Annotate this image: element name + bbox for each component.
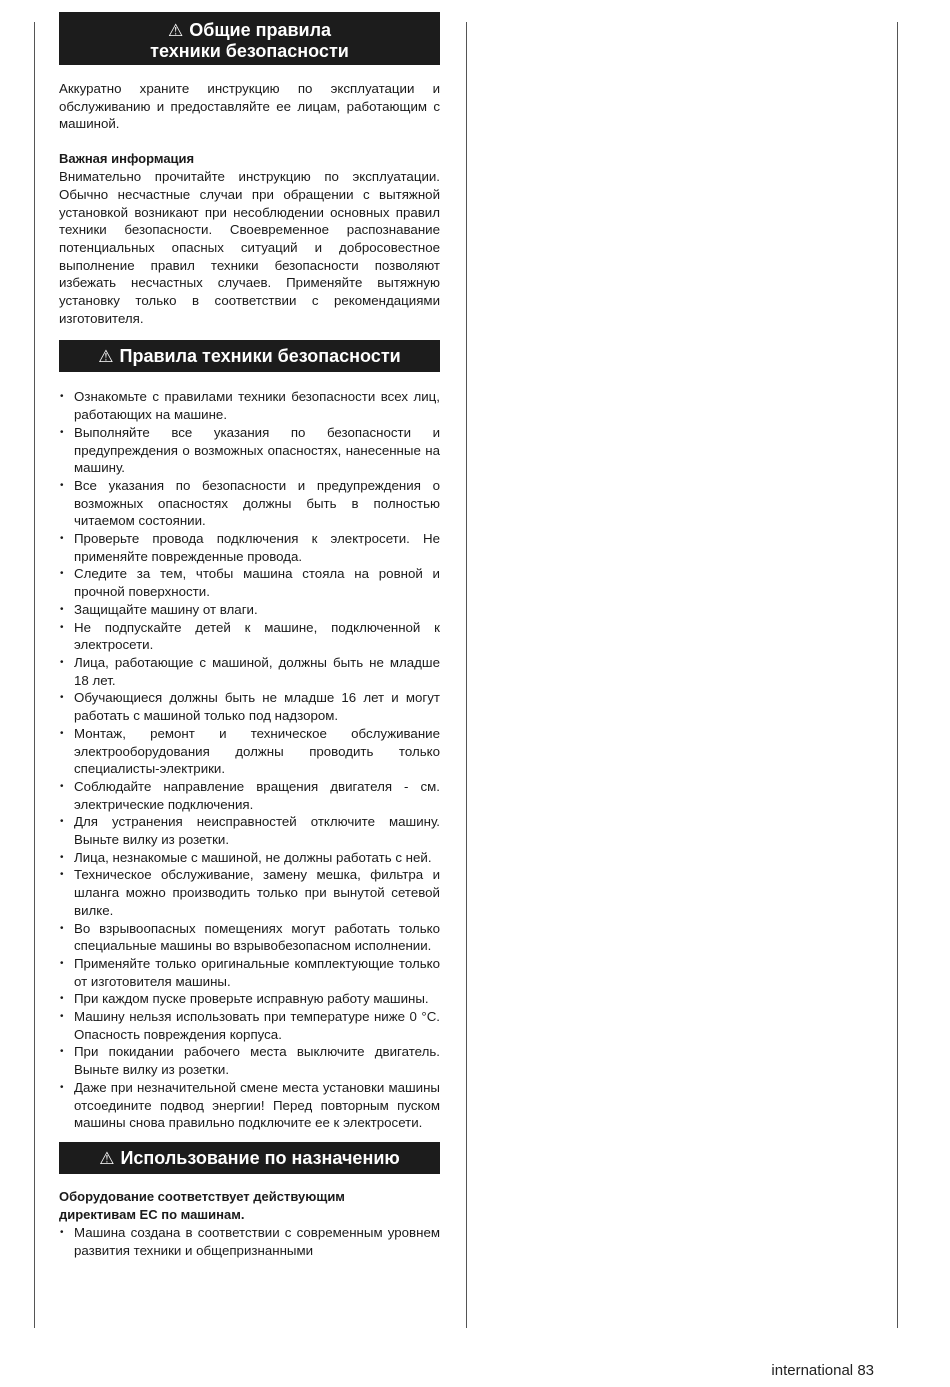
safety-rule-item: • Соблюдайте направление вращения двигателя - см. электрические подключения. <box>59 778 440 813</box>
safety-rule-item: • Ознакомьте с правилами техники безопасности всех лиц, работающих на машине. <box>59 388 440 423</box>
intended-use-item: • Машина создана в соответствии с современным уровнем развития техники и общепризнанными <box>59 1224 440 1259</box>
safety-rule-item: • Лица, работающие с машиной, должны быть не младше 18 лет. <box>59 654 440 689</box>
important-info-text: Внимательно прочитайте инструкцию по эксплуатации. Обычно несчастные случаи при обращении с вытяжной установкой возникают при несоблюдении основных правил техники безопасности. Своевременное распознавание потенциальных опасных ситуаций и добросовестное выполнение правил техники безопасности позволяют избежать несчастных случаев. Применяйте вытяжную установку только в соответствии с рекомендациями изготовителя. <box>59 169 440 326</box>
safety-rule-item: • При каждом пуске проверьте исправную работу машины. <box>59 990 440 1008</box>
intended-use-title: Использование по назначению <box>120 1147 400 1168</box>
safety-rule-item: • Машину нельзя использовать при температуре ниже 0 °C. Опасность повреждения корпуса. <box>59 1008 440 1043</box>
intended-use-bold-line2: директивам ЕС по машинам. <box>59 1206 245 1222</box>
important-info-title: Важная информация <box>59 151 195 167</box>
safety-rule-item: • Во взрывоопасных помещениях могут работать только специальные машины во взрывобезопасном исполнении. <box>59 920 440 955</box>
safety-rules-list <box>59 388 440 1132</box>
safety-rules-heading <box>59 340 440 372</box>
footer-brand: international <box>771 1362 854 1379</box>
general-safety-title-line1: Общие правила <box>189 20 332 40</box>
safety-rule-item: • Лица, незнакомые с машиной, не должны работать с ней. <box>59 849 440 867</box>
safety-rule-item: • Техническое обслуживание, замену мешка, фильтра и шланга можно производить только при вынутой сетевой вилке. <box>59 866 440 919</box>
safety-rule-item: • Проверьте провода подключения к электросети. Не применяйте поврежденные провода. <box>59 530 440 565</box>
general-intro: Аккуратно храните инструкцию по эксплуатации и обслуживанию и предоставляйте ее лицам, работающим с машиной. <box>59 81 440 132</box>
safety-rule-item: • Даже при незначительной смене места установки машины отсоедините подвод энергии! Перед повторным пуском машины снова правильно подключите ее к электросети. <box>59 1079 440 1132</box>
safety-rule-item: • Монтаж, ремонт и техническое обслуживание электрооборудования должны проводить только специалисты-электрики. <box>59 725 440 778</box>
warning-triangle-icon: ⚠ <box>99 1148 115 1168</box>
warning-triangle-icon: ⚠ <box>98 347 114 367</box>
safety-rule-item: • Выполняйте все указания по безопасности и предупреждения о возможных опасностях, нанесенные на машину. <box>59 424 440 477</box>
safety-rule-item: • Применяйте только оригинальные комплектующие только от изготовителя машины. <box>59 955 440 990</box>
page-number: 83 <box>857 1362 874 1379</box>
left-column <box>59 12 440 1259</box>
general-safety-heading <box>59 12 440 65</box>
safety-rule-item: • Обучающиеся должны быть не младше 16 лет и могут работать с машиной только под надзором. <box>59 689 440 724</box>
safety-rules-title: Правила техники безопасности <box>119 346 401 367</box>
intended-use-list <box>59 1224 440 1259</box>
safety-rule-item: • Не подпускайте детей к машине, подключенной к электросети. <box>59 619 440 654</box>
left-column-rule <box>34 22 35 1328</box>
safety-rule-item: • Следите за тем, чтобы машина стояла на ровной и прочной поверхности. <box>59 565 440 600</box>
right-column-rule <box>897 22 898 1328</box>
intended-use-bold-line1: Оборудование соответствует действующим <box>59 1188 345 1204</box>
intended-use-heading <box>59 1142 440 1174</box>
warning-triangle-icon: ⚠ <box>167 21 184 40</box>
page-footer <box>771 1362 874 1379</box>
safety-rule-item: • Защищайте машину от влаги. <box>59 601 440 619</box>
safety-rule-item: • Для устранения неисправностей отключите машину. Выньте вилку из розетки. <box>59 813 440 848</box>
general-safety-title-line2: техники безопасности <box>150 41 349 61</box>
safety-rule-item: • При покидании рабочего места выключите двигатель. Выньте вилку из розетки. <box>59 1043 440 1078</box>
middle-column-rule <box>466 22 467 1328</box>
safety-rule-item: • Все указания по безопасности и предупреждения о возможных опасностях должны быть в полностью читаемом состоянии. <box>59 477 440 530</box>
